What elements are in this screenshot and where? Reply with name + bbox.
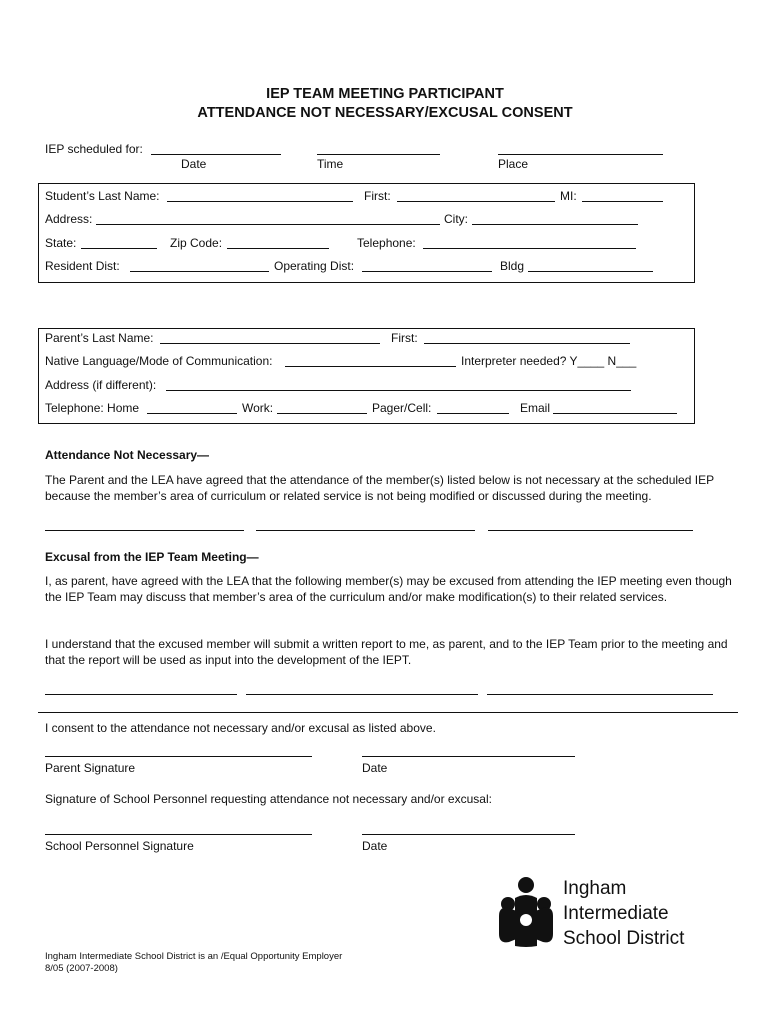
student-city-label: City: xyxy=(444,212,468,226)
form-title-line2: ATTENDANCE NOT NECESSARY/EXCUSAL CONSENT xyxy=(197,105,573,121)
logo-text-line2: Intermediate xyxy=(563,903,669,924)
parent-last-name-label: Parent’s Last Name: xyxy=(45,331,154,345)
excused-member-field-3[interactable] xyxy=(487,694,713,695)
student-mi-field[interactable] xyxy=(582,201,663,202)
member-field-3[interactable] xyxy=(488,530,693,531)
place-caption: Place xyxy=(498,157,529,171)
parent-address-field[interactable] xyxy=(166,390,631,391)
student-telephone-field[interactable] xyxy=(423,248,636,249)
personnel-request-text: Signature of School Personnel requesting attendance not necessary and/or excusal: xyxy=(45,792,492,806)
attendance-not-necessary-heading: Attendance Not Necessary— xyxy=(45,448,210,462)
excused-member-field-1[interactable] xyxy=(45,694,237,695)
student-first-field[interactable] xyxy=(397,201,555,202)
student-state-label: State: xyxy=(45,236,77,250)
parent-signature-field[interactable] xyxy=(45,756,312,757)
bldg-label: Bldg xyxy=(500,259,525,273)
native-language-label: Native Language/Mode of Communication: xyxy=(45,354,273,368)
resident-dist-label: Resident Dist: xyxy=(45,259,120,273)
student-first-label: First: xyxy=(364,189,391,203)
student-last-name-label: Student’s Last Name: xyxy=(45,189,160,203)
logo-text-line3: School District xyxy=(563,928,685,949)
student-zip-field[interactable] xyxy=(227,248,329,249)
personnel-signature-date-field[interactable] xyxy=(362,834,575,835)
personnel-date-label: Date xyxy=(362,839,388,853)
pager-cell-field[interactable] xyxy=(437,413,509,414)
time-caption: Time xyxy=(317,157,344,171)
bldg-field[interactable] xyxy=(528,271,653,272)
student-last-name-field[interactable] xyxy=(167,201,353,202)
excusal-text-2: I understand that the excused member will submit a written report to me, as parent, and to the IEP Team prior to the meeting and that the report will be used as input into the development of the IEPT. xyxy=(45,637,728,667)
iep-scheduled-label: IEP scheduled for: xyxy=(45,142,143,156)
work-label: Work: xyxy=(242,401,274,415)
parent-last-name-field[interactable] xyxy=(160,343,380,344)
email-field[interactable] xyxy=(553,413,677,414)
footer-version-text: 8/05 (2007-2008) xyxy=(45,963,118,974)
pager-cell-label: Pager/Cell: xyxy=(372,401,432,415)
excusal-heading: Excusal from the IEP Team Meeting— xyxy=(45,550,259,564)
member-field-2[interactable] xyxy=(256,530,475,531)
email-label: Email xyxy=(520,401,551,415)
student-telephone-label: Telephone: xyxy=(357,236,416,250)
parent-signature-date-field[interactable] xyxy=(362,756,575,757)
form-title-line1: IEP TEAM MEETING PARTICIPANT xyxy=(266,86,504,102)
excused-member-field-2[interactable] xyxy=(246,694,478,695)
time-field[interactable] xyxy=(317,154,440,155)
operating-dist-label: Operating Dist: xyxy=(274,259,355,273)
parent-date-label: Date xyxy=(362,761,388,775)
interpreter-needed-label[interactable]: Interpreter needed? Y____ N___ xyxy=(461,354,637,368)
district-logo-icon xyxy=(497,876,555,948)
place-field[interactable] xyxy=(498,154,663,155)
parent-first-field[interactable] xyxy=(424,343,630,344)
native-language-field[interactable] xyxy=(285,366,456,367)
student-address-field[interactable] xyxy=(96,224,440,225)
student-zip-label: Zip Code: xyxy=(170,236,223,250)
excusal-text-1: I, as parent, have agreed with the LEA that the following member(s) may be excused from attending the IEP meeting even though the IEP Team may discuss that member’s area of the curriculum and/or make modification(s) to their related services. xyxy=(45,574,732,604)
personnel-signature-label: School Personnel Signature xyxy=(45,839,194,853)
student-city-field[interactable] xyxy=(472,224,638,225)
student-state-field[interactable] xyxy=(81,248,157,249)
member-field-1[interactable] xyxy=(45,530,244,531)
footer-eoe-text: Ingham Intermediate School District is an /Equal Opportunity Employer xyxy=(45,951,343,962)
operating-dist-field[interactable] xyxy=(362,271,492,272)
attendance-not-necessary-text: The Parent and the LEA have agreed that the attendance of the member(s) listed below is not necessary at the scheduled IEP because the member’s area of curriculum or related service is not being modified or discussed during the meeting. xyxy=(45,473,714,503)
date-caption: Date xyxy=(181,157,207,171)
student-address-label: Address: xyxy=(45,212,93,226)
student-mi-label: MI: xyxy=(560,189,577,203)
telephone-home-field[interactable] xyxy=(147,413,237,414)
section-divider xyxy=(38,712,738,713)
work-phone-field[interactable] xyxy=(277,413,367,414)
parent-address-label: Address (if different): xyxy=(45,378,157,392)
logo-text-line1: Ingham xyxy=(563,878,627,899)
telephone-home-label: Telephone: Home xyxy=(45,401,140,415)
consent-text: I consent to the attendance not necessary and/or excusal as listed above. xyxy=(45,721,436,735)
personnel-signature-field[interactable] xyxy=(45,834,312,835)
parent-signature-label: Parent Signature xyxy=(45,761,136,775)
date-field[interactable] xyxy=(151,154,281,155)
parent-first-label: First: xyxy=(391,331,418,345)
resident-dist-field[interactable] xyxy=(130,271,269,272)
